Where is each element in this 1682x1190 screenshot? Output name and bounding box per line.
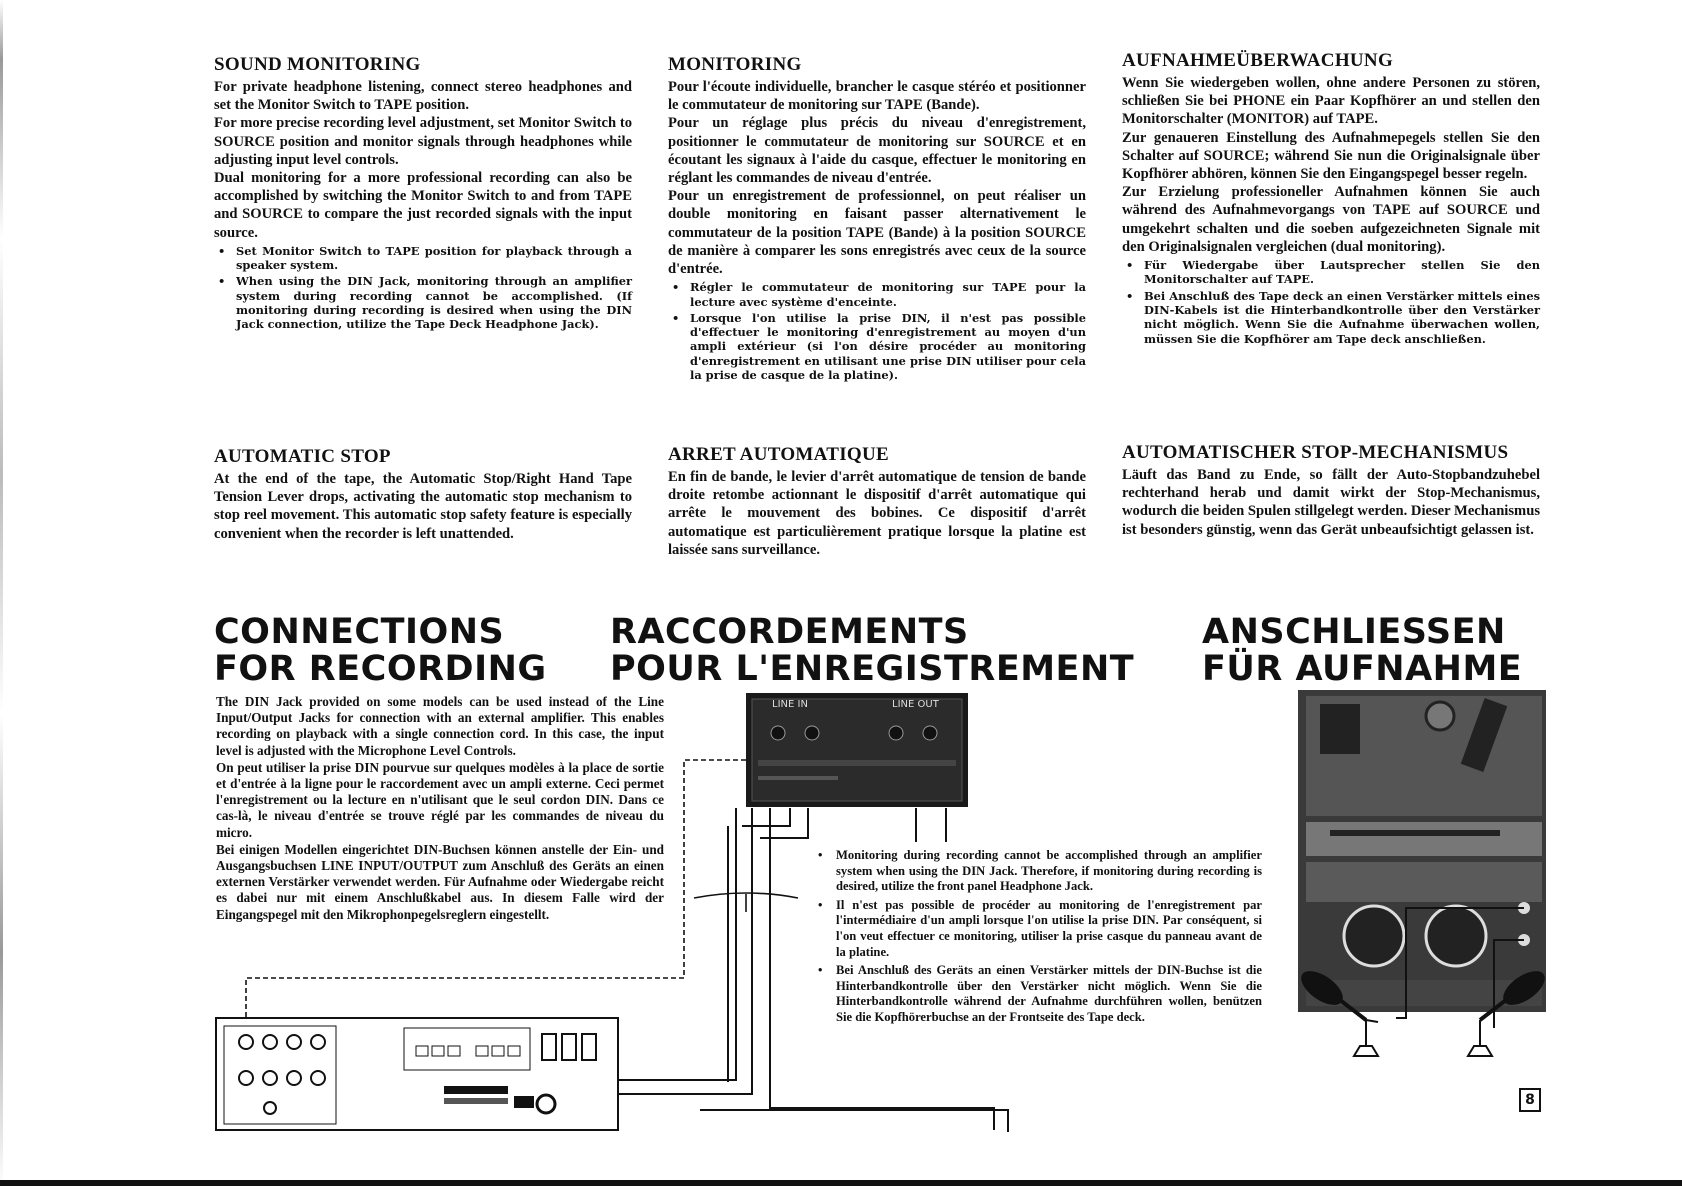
note-en: • Monitoring during recording cannot be accomplished through an amplifier system when using the DIN Jack. Therefore, if monitoring during recording is desired, utilize the front panel Headphone Jack. [814, 848, 1262, 895]
line-out-label: LINE OUT [892, 699, 939, 710]
de-connections-title-line2: FÜR AUFNAHME [1202, 649, 1523, 689]
note-fr: • Il n'est pas possible de procéder au monitoring de l'enregistrement par l'intermédiaire d'un ampli lorsque l'on utilise la prise DIN. Par conséquent, si l'on veut effectuer ce monitoring, utiliser la prise casque du panneau avant de la platine. [814, 898, 1262, 960]
amplifier-rear-panel [216, 1018, 618, 1130]
en-monitoring-bullet-1: • Set Monitor Switch to TAPE position for playback through a speaker system. [214, 244, 632, 273]
de-monitoring-p3: Zur Erzielung professioneller Aufnahmen können Sie auch während des Aufnahmevorgangs von TAPE auf SOURCE und umgekehrt schalten und die soeben aufgezeichneten Signale mit den Originalsignalen vergleichen (dual monitoring). [1122, 184, 1540, 255]
line-out-jack-right [923, 726, 937, 740]
de-monitoring-p1: Wenn Sie wiedergeben wollen, ohne andere Personen zu stören, schließen Sie bei PHONE ein Paar Kopfhörer an und stellen den Monitorschalter (MONITOR) auf TAPE. [1122, 75, 1540, 128]
de-monitoring-bullet-1: • Für Wiedergabe über Lautsprecher stellen Sie den Monitorschalter auf TAPE. [1122, 258, 1540, 287]
note-de: • Bei Anschluß des Geräts an einen Verstärker mittels der DIN-Buchse ist die Hinterbandkontrolle über den Verstärker nicht möglich. Wenn Sie die Hinterbandkontrolle während der Aufnahme durchführen wollen, benützen Sie die Kopfhörerbuchse an der Frontseite des Tape deck. [814, 963, 1262, 1025]
page-number: 8 [1519, 1088, 1541, 1112]
fr-monitoring-bullet-2: • Lorsque l'on utilise la prise DIN, il n'est pas possible d'effectuer le monitoring d'enregistrement au moyen d'un ampli extérieur (si l'on désire procéder au monitoring d'enregistrement en utilisant une prise DIN utiliser pour cela la prise de casque de la platine). [668, 311, 1086, 382]
mic-level-knob-right [1426, 906, 1486, 966]
en-stop-title: AUTOMATIC STOP [214, 446, 391, 467]
connections-en-text: The DIN Jack provided on some models can be used instead of the Line Input/Output Jacks for connection with an external amplifier. This enables recording on playback with a single connection cord. In this case, the input level is adjusted with the Microphone Level Controls. [216, 694, 664, 758]
din-cable-dashed [246, 760, 746, 1060]
en-monitoring-p3: Dual monitoring for a more professional recording can also be accomplished by switching the Monitor Switch to and from TAPE and SOURCE to compare the just recorded signals with the input source. [214, 170, 632, 241]
fr-connections-title-line2: POUR L'ENREGISTREMENT [610, 649, 1135, 689]
de-monitoring-title: AUFNAHMEÜBERWACHUNG [1122, 50, 1394, 71]
en-monitoring-title: SOUND MONITORING [214, 54, 421, 75]
fr-connections-title-line1: RACCORDEMENTS [610, 612, 969, 652]
en-stop-text: At the end of the tape, the Automatic Stop/Right Hand Tape Tension Lever drops, activating the automatic stop mechanism to stop reel movement. This automatic stop safety feature is especially convenient when the recorder is left unattended. [214, 471, 632, 542]
line-in-jack-left [771, 726, 785, 740]
bottom-rule [0, 1180, 1682, 1186]
en-monitoring-bullet-2: • When using the DIN Jack, monitoring through an amplifier system during recording cannot be accomplished. (If monitoring during recording is desired when using the DIN Jack connection, utilize the Tape Deck Headphone Jack). [214, 274, 632, 331]
mic-level-knob-left [1344, 906, 1404, 966]
fr-monitoring-title: MONITORING [668, 54, 802, 75]
fr-stop-title: ARRET AUTOMATIQUE [668, 444, 890, 465]
de-monitoring-bullet-2: • Bei Anschluß des Tape deck an einen Verstärker mittels eines DIN-Kabels ist die Hinterbandkontrolle über den Verstärker nicht möglich. Wenn Sie die Aufnahme überwachen wollen, müssen Sie die Kopfhörer am Tape deck anschließen. [1122, 289, 1540, 346]
connections-de-text: Bei einigen Modellen eingerichtet DIN-Buchsen können anstelle der Ein- und Ausgangsbuchsen LINE INPUT/OUTPUT zum Anschluß des Geräts an einen externen Verstärker verwendet werden. Für Aufnahme oder Wiedergabe reicht es dabei nur mit einem Anschlußkabel aus. In diesem Falle wird der Eingangspegel mit den Mikrophonpegelsreglern eingestellt. [216, 841, 664, 922]
de-monitoring-p2: Zur genaueren Einstellung des Aufnahmepegels stellen Sie den Schalter auf SOURCE; während Sie nun die Originalsignale über Kopfhörer abhören, können Sie den Eingangspegel besser regeln. [1122, 129, 1540, 183]
en-monitoring-p1: For private headphone listening, connect stereo headphones and set the Monitor Switch to TAPE position. [214, 79, 632, 114]
en-monitoring-p2: For more precise recording level adjustment, set Monitor Switch to SOURCE position and monitor signals through headphones while adjusting input level controls. [214, 115, 632, 168]
line-in-label: LINE IN [772, 699, 808, 710]
fr-monitoring-p2: Pour un réglage plus précis du niveau d'enregistrement, positionner le commutateur de monitoring sur SOURCE et en écoutant les signaux à l'aide du casque, effectuer le monitoring en réglant les commandes de niveau d'entrée. [668, 115, 1086, 187]
de-stop-text: Läuft das Band zu Ende, so fällt der Auto-Stopbandzuhebel rechterhand herab und damit wirkt der Stop-Mechanismus, wodurch die beiden Spulen stillgelegt werden. Dieser Mechanismus ist besonders günstig, wenn das Gerät unbeaufsichtigt gelassen ist. [1122, 467, 1540, 538]
fr-monitoring-p3: Pour un enregistrement de professionnel, on peut réaliser un double monitoring en faisant passer alternativement le commutateur de la position TAPE (Bande) à la position SOURCE de manière à comparer les sons enregistrés avec ceux de la source d'entrée. [668, 188, 1086, 278]
line-out-jack-left [889, 726, 903, 740]
en-connections-title-line1: CONNECTIONS [214, 612, 505, 652]
line-jack-panel [746, 693, 968, 807]
tape-deck-front-photo [1298, 690, 1546, 1012]
fr-monitoring-p1: Pour l'écoute individuelle, brancher le casque stéréo et positionner le commutateur de monitoring sur TAPE (Bande). [668, 79, 1086, 114]
en-connections-title-line2: FOR RECORDING [214, 649, 547, 689]
fr-monitoring-bullet-1: • Régler le commutateur de monitoring sur TAPE pour la lecture avec système d'enceinte. [668, 280, 1086, 309]
line-in-jack-right [805, 726, 819, 740]
fr-stop-text: En fin de bande, le levier d'arrêt automatique de tension de bande droite retombe actionnant le dispositif d'arrêt automatique qui arrête le mouvement des bobines. Ce dispositif d'arrêt automatique est particulièrement pratique lorsque la platine est laissée sans surveillance. [668, 469, 1086, 558]
connections-fr-text: On peut utiliser la prise DIN pourvue sur quelques modèles à la place de sortie et d'entrée à la ligne pour le raccordement avec un ampli externe. Ceci permet l'enregistrement ou la lecture en n'utilisant que le seul cordon DIN. Dans ce cas-là, le niveau d'entrée se trouve réglé par les commandes de niveau du micro. [216, 759, 664, 840]
de-stop-title: AUTOMATISCHER STOP-MECHANISMUS [1122, 442, 1509, 463]
de-connections-title-line1: ANSCHLIESSEN [1202, 612, 1506, 652]
